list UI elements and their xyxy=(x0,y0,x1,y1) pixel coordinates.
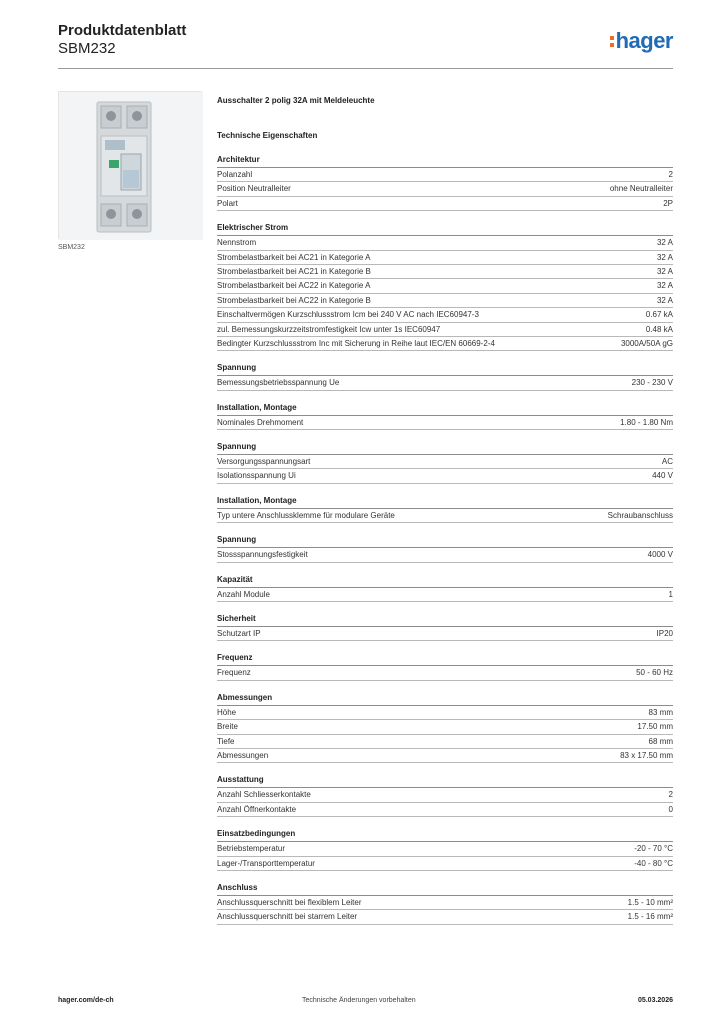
spec-row xyxy=(217,455,673,469)
spec-label: Strombelastbarkeit bei AC21 in Kategorie A xyxy=(217,252,371,262)
spec-label: Anschlussquerschnitt bei flexiblem Leiter xyxy=(217,897,362,907)
spec-group-title: Spannung xyxy=(217,535,673,548)
spec-label: zul. Bemessungskurzzeitstromfestigkeit Icw unter 1s IEC60947 xyxy=(217,324,441,334)
spec-value: -40 - 80 °C xyxy=(634,858,673,868)
spec-label: Einschaltvermögen Kurzschlussstrom Icm bei 240 V AC nach IEC60947-3 xyxy=(217,310,479,320)
spec-group-title: Ausstattung xyxy=(217,775,673,788)
spec-label: Polanzahl xyxy=(217,170,253,179)
spec-value: IP20 xyxy=(656,629,673,639)
product-name: Ausschalter 2 polig 32A mit Meldeleuchte xyxy=(217,96,375,105)
logo-dots-icon xyxy=(610,34,614,48)
spec-value: Schraubanschluss xyxy=(607,510,673,520)
spec-content xyxy=(217,96,673,937)
spec-row xyxy=(217,294,673,308)
spec-group-title: Installation, Montage xyxy=(217,403,673,416)
document-title: Produktdatenblatt xyxy=(58,22,187,39)
spec-group-title: Spannung xyxy=(217,442,673,455)
spec-row xyxy=(217,803,673,817)
spec-label: Abmessungen xyxy=(217,750,269,760)
spec-value: AC xyxy=(661,457,673,467)
spec-label: Betriebstemperatur xyxy=(217,844,286,854)
spec-label: Bedingter Kurzschlussstrom Inc mit Sicherung in Reihe laut IEC/EN 60669-2-4 xyxy=(217,338,495,348)
spec-group-title: Abmessungen xyxy=(217,693,673,706)
spec-group xyxy=(217,653,673,680)
spec-group xyxy=(217,442,673,484)
spec-value: 0.48 kA xyxy=(645,324,673,334)
spec-value: 1.5 - 16 mm² xyxy=(627,912,673,922)
spec-group xyxy=(217,829,673,871)
spec-row xyxy=(217,666,673,680)
logo-text: hager xyxy=(615,28,673,53)
spec-row xyxy=(217,749,673,763)
circuit-breaker-icon xyxy=(59,92,203,240)
spec-row xyxy=(217,168,673,182)
spec-value: 32 A xyxy=(656,238,673,248)
spec-label: Strombelastbarkeit bei AC22 in Kategorie B xyxy=(217,295,371,305)
spec-label: Anzahl Öffnerkontakte xyxy=(217,804,297,814)
spec-label: Versorgungsspannungsart xyxy=(217,457,311,467)
spec-value: 1.5 - 10 mm² xyxy=(627,897,673,907)
spec-row xyxy=(217,251,673,265)
spec-value: ohne Neutralleiter xyxy=(609,184,673,194)
spec-group xyxy=(217,575,673,602)
spec-label: Isolationsspannung Ui xyxy=(217,471,296,481)
spec-value: 0 xyxy=(668,804,673,814)
spec-value: 1.80 - 1.80 Nm xyxy=(620,417,673,427)
spec-group-title: Spannung xyxy=(217,363,673,376)
spec-group xyxy=(217,496,673,523)
spec-value: 230 - 230 V xyxy=(631,378,673,388)
spec-row xyxy=(217,308,673,322)
spec-label: Lager-/Transporttemperatur xyxy=(217,858,315,868)
spec-value: 50 - 60 Hz xyxy=(636,668,673,678)
spec-row xyxy=(217,509,673,523)
spec-value: 32 A xyxy=(656,295,673,305)
spec-row xyxy=(217,376,673,390)
spec-label: Stossspannungsfestigkeit xyxy=(217,550,308,560)
spec-label: Anzahl Module xyxy=(217,589,270,599)
spec-label: Nominales Drehmoment xyxy=(217,417,304,427)
spec-row xyxy=(217,720,673,734)
spec-value: 32 A xyxy=(656,281,673,291)
spec-label: Bemessungsbetriebsspannung Ue xyxy=(217,378,340,388)
spec-value: 0.67 kA xyxy=(645,310,673,320)
spec-group xyxy=(217,155,673,211)
page-header xyxy=(58,22,673,70)
spec-value: -20 - 70 °C xyxy=(634,844,673,854)
spec-row xyxy=(217,416,673,430)
spec-row xyxy=(217,548,673,562)
spec-value: 2 xyxy=(668,790,673,800)
spec-group xyxy=(217,614,673,641)
spec-label: Breite xyxy=(217,722,238,732)
spec-row xyxy=(217,857,673,871)
spec-label: Schutzart IP xyxy=(217,629,261,639)
spec-label: Strombelastbarkeit bei AC21 in Kategorie B xyxy=(217,266,371,276)
spec-group xyxy=(217,535,673,562)
tech-properties-title: Technische Eigenschaften xyxy=(217,131,318,140)
spec-value: 2 xyxy=(668,170,673,179)
spec-group xyxy=(217,693,673,764)
spec-row xyxy=(217,197,673,211)
spec-label: Tiefe xyxy=(217,736,235,746)
spec-value: 32 A xyxy=(656,266,673,276)
spec-row xyxy=(217,323,673,337)
spec-value: 3000A/50A gG xyxy=(620,338,673,348)
hager-logo xyxy=(610,28,673,54)
spec-group-title: Elektrischer Strom xyxy=(217,223,673,236)
spec-label: Frequenz xyxy=(217,668,251,678)
spec-group-title: Kapazität xyxy=(217,575,673,588)
spec-group-title: Sicherheit xyxy=(217,614,673,627)
product-image xyxy=(58,91,202,239)
spec-row xyxy=(217,236,673,250)
spec-row xyxy=(217,896,673,910)
spec-group xyxy=(217,775,673,817)
spec-group-title: Architektur xyxy=(217,155,673,168)
spec-row xyxy=(217,588,673,602)
spec-row xyxy=(217,910,673,924)
spec-value: 440 V xyxy=(652,471,673,481)
spec-value: 17.50 mm xyxy=(637,722,673,732)
spec-row xyxy=(217,469,673,483)
spec-row xyxy=(217,279,673,293)
spec-groups xyxy=(217,155,673,925)
spec-value: 4000 V xyxy=(647,550,673,560)
spec-group xyxy=(217,883,673,925)
spec-row xyxy=(217,842,673,856)
spec-label: Typ untere Anschlussklemme für modulare Geräte xyxy=(217,510,395,520)
spec-label: Polart xyxy=(217,198,238,208)
spec-value: 83 mm xyxy=(648,707,673,717)
spec-group-title: Einsatzbedingungen xyxy=(217,829,673,842)
spec-group-title: Installation, Montage xyxy=(217,496,673,509)
spec-row xyxy=(217,265,673,279)
footer-website-link[interactable]: hager.com/de-ch xyxy=(58,997,114,1004)
spec-value: 32 A xyxy=(656,252,673,262)
spec-label: Anzahl Schliesserkontakte xyxy=(217,790,311,800)
header-divider xyxy=(58,68,673,69)
spec-label: Anschlussquerschnitt bei starrem Leiter xyxy=(217,912,358,922)
spec-label: Position Neutralleiter xyxy=(217,184,291,194)
spec-group-title: Frequenz xyxy=(217,653,673,666)
spec-label: Höhe xyxy=(217,707,237,717)
product-code: SBM232 xyxy=(58,40,116,57)
spec-row xyxy=(217,337,673,351)
spec-value: 68 mm xyxy=(648,736,673,746)
spec-group xyxy=(217,223,673,351)
spec-value: 2P xyxy=(663,198,673,208)
spec-row xyxy=(217,182,673,196)
image-caption: SBM232 xyxy=(58,244,85,251)
spec-group xyxy=(217,363,673,390)
spec-value: 83 x 17.50 mm xyxy=(620,750,673,760)
spec-group-title: Anschluss xyxy=(217,883,673,896)
spec-row xyxy=(217,706,673,720)
spec-group xyxy=(217,403,673,430)
spec-value: 1 xyxy=(668,589,673,599)
spec-row xyxy=(217,788,673,802)
spec-label: Nennstrom xyxy=(217,238,257,248)
spec-row xyxy=(217,735,673,749)
footer-disclaimer: Technische Änderungen vorbehalten xyxy=(302,997,416,1004)
spec-label: Strombelastbarkeit bei AC22 in Kategorie A xyxy=(217,281,371,291)
footer-date: 05.03.2026 xyxy=(637,997,673,1004)
spec-row xyxy=(217,627,673,641)
